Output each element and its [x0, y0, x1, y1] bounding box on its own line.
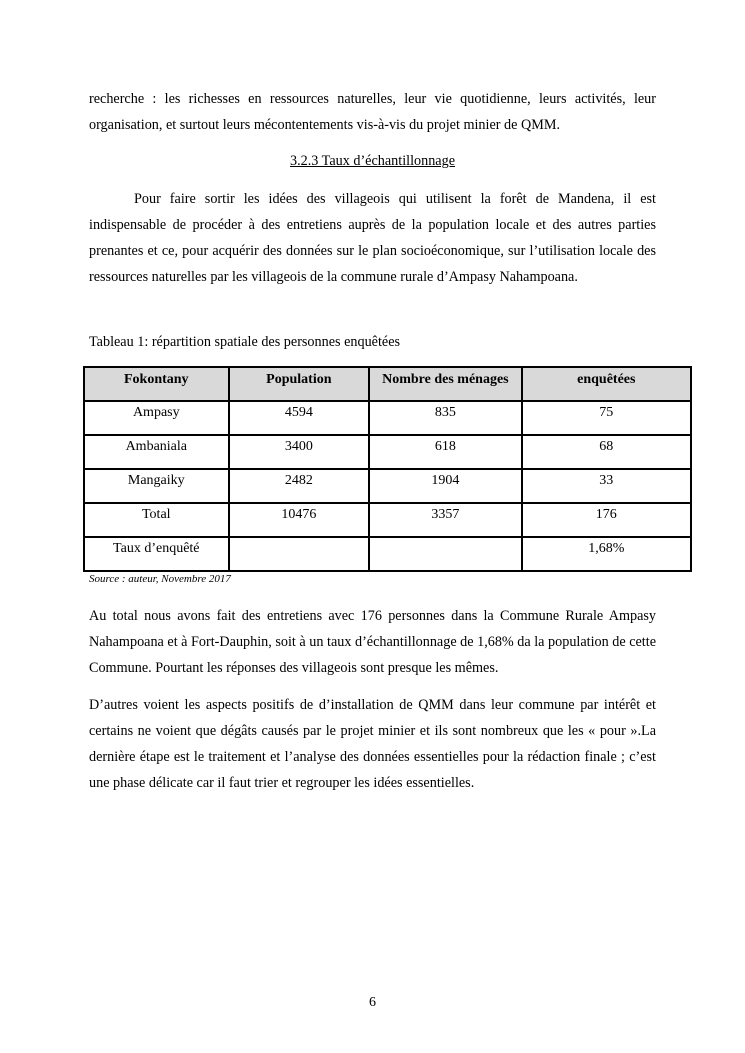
cell-menages [369, 537, 521, 571]
cell-menages: 1904 [369, 469, 521, 503]
cell-population: 4594 [229, 401, 370, 435]
sample-table [83, 366, 692, 572]
header-enquetees: enquêtées [522, 367, 691, 401]
cell-fokontany: Mangaiky [84, 469, 229, 503]
header-population: Population [229, 367, 370, 401]
cell-population: 3400 [229, 435, 370, 469]
section-heading [0, 150, 745, 172]
table-header-row [84, 367, 691, 401]
table-row-taux [84, 537, 691, 571]
table-caption: Tableau 1: répartition spatiale des personnes enquêtées [89, 334, 401, 350]
cell-enquetees: 1,68% [522, 537, 691, 571]
cell-enquetees: 33 [522, 469, 691, 503]
table-row [84, 435, 691, 469]
cell-enquetees: 68 [522, 435, 691, 469]
paragraph-total: Au total nous avons fait des entretiens avec 176 personnes dans la Commune Rurale Ampasy Nahampoana et à Fort-Dauphin, soit à un taux d’échantillonnage de 1,68% da la population de cette Commune. Pourtant les réponses des villageois sont presque les mêmes. [89, 608, 656, 676]
header-fokontany: Fokontany [84, 367, 229, 401]
page-number: 6 [369, 995, 376, 1010]
table-row-total [84, 503, 691, 537]
cell-population [229, 537, 370, 571]
cell-menages: 618 [369, 435, 521, 469]
paragraph-intro: recherche : les richesses en ressources naturelles, leur vie quotidienne, leurs activités, leur organisation, et surtout leurs mécontentements vis-à-vis du projet minier de QMM. [89, 91, 656, 133]
table-row [84, 469, 691, 503]
cell-fokontany: Total [84, 503, 229, 537]
cell-population: 10476 [229, 503, 370, 537]
cell-menages: 835 [369, 401, 521, 435]
cell-fokontany: Taux d’enquêté [84, 537, 229, 571]
cell-enquetees: 176 [522, 503, 691, 537]
cell-enquetees: 75 [522, 401, 691, 435]
paragraph-conclusion: D’autres voient les aspects positifs de d’installation de QMM dans leur commune par intérêt et certains ne voient que dégâts causés par le projet minier et ils sont nombreux que les « pour ».La dernière étape est le traitement et l’analyse des données essentielles pour la rédaction finale ; c’est une phase délicate car il faut trier et regrouper les idées essentielles. [89, 697, 656, 791]
paragraph-method: Pour faire sortir les idées des villageois qui utilisent la forêt de Mandena, il est indispensable de procéder à des entretiens auprès de la population locale et des autres parties prenantes et ce, pour acquérir des données sur le plan socioéconomique, sur l’utilisation locale des ressources naturelles par les villageois de la commune rurale d’Ampasy Nahampoana. [89, 191, 656, 285]
table-source: Source : auteur, Novembre 2017 [89, 573, 231, 585]
cell-fokontany: Ampasy [84, 401, 229, 435]
section-heading-text: 3.2.3 Taux d’échantillonnage [289, 153, 455, 169]
cell-population: 2482 [229, 469, 370, 503]
cell-fokontany: Ambaniala [84, 435, 229, 469]
header-menages: Nombre des ménages [369, 367, 521, 401]
table-row [84, 401, 691, 435]
cell-menages: 3357 [369, 503, 521, 537]
